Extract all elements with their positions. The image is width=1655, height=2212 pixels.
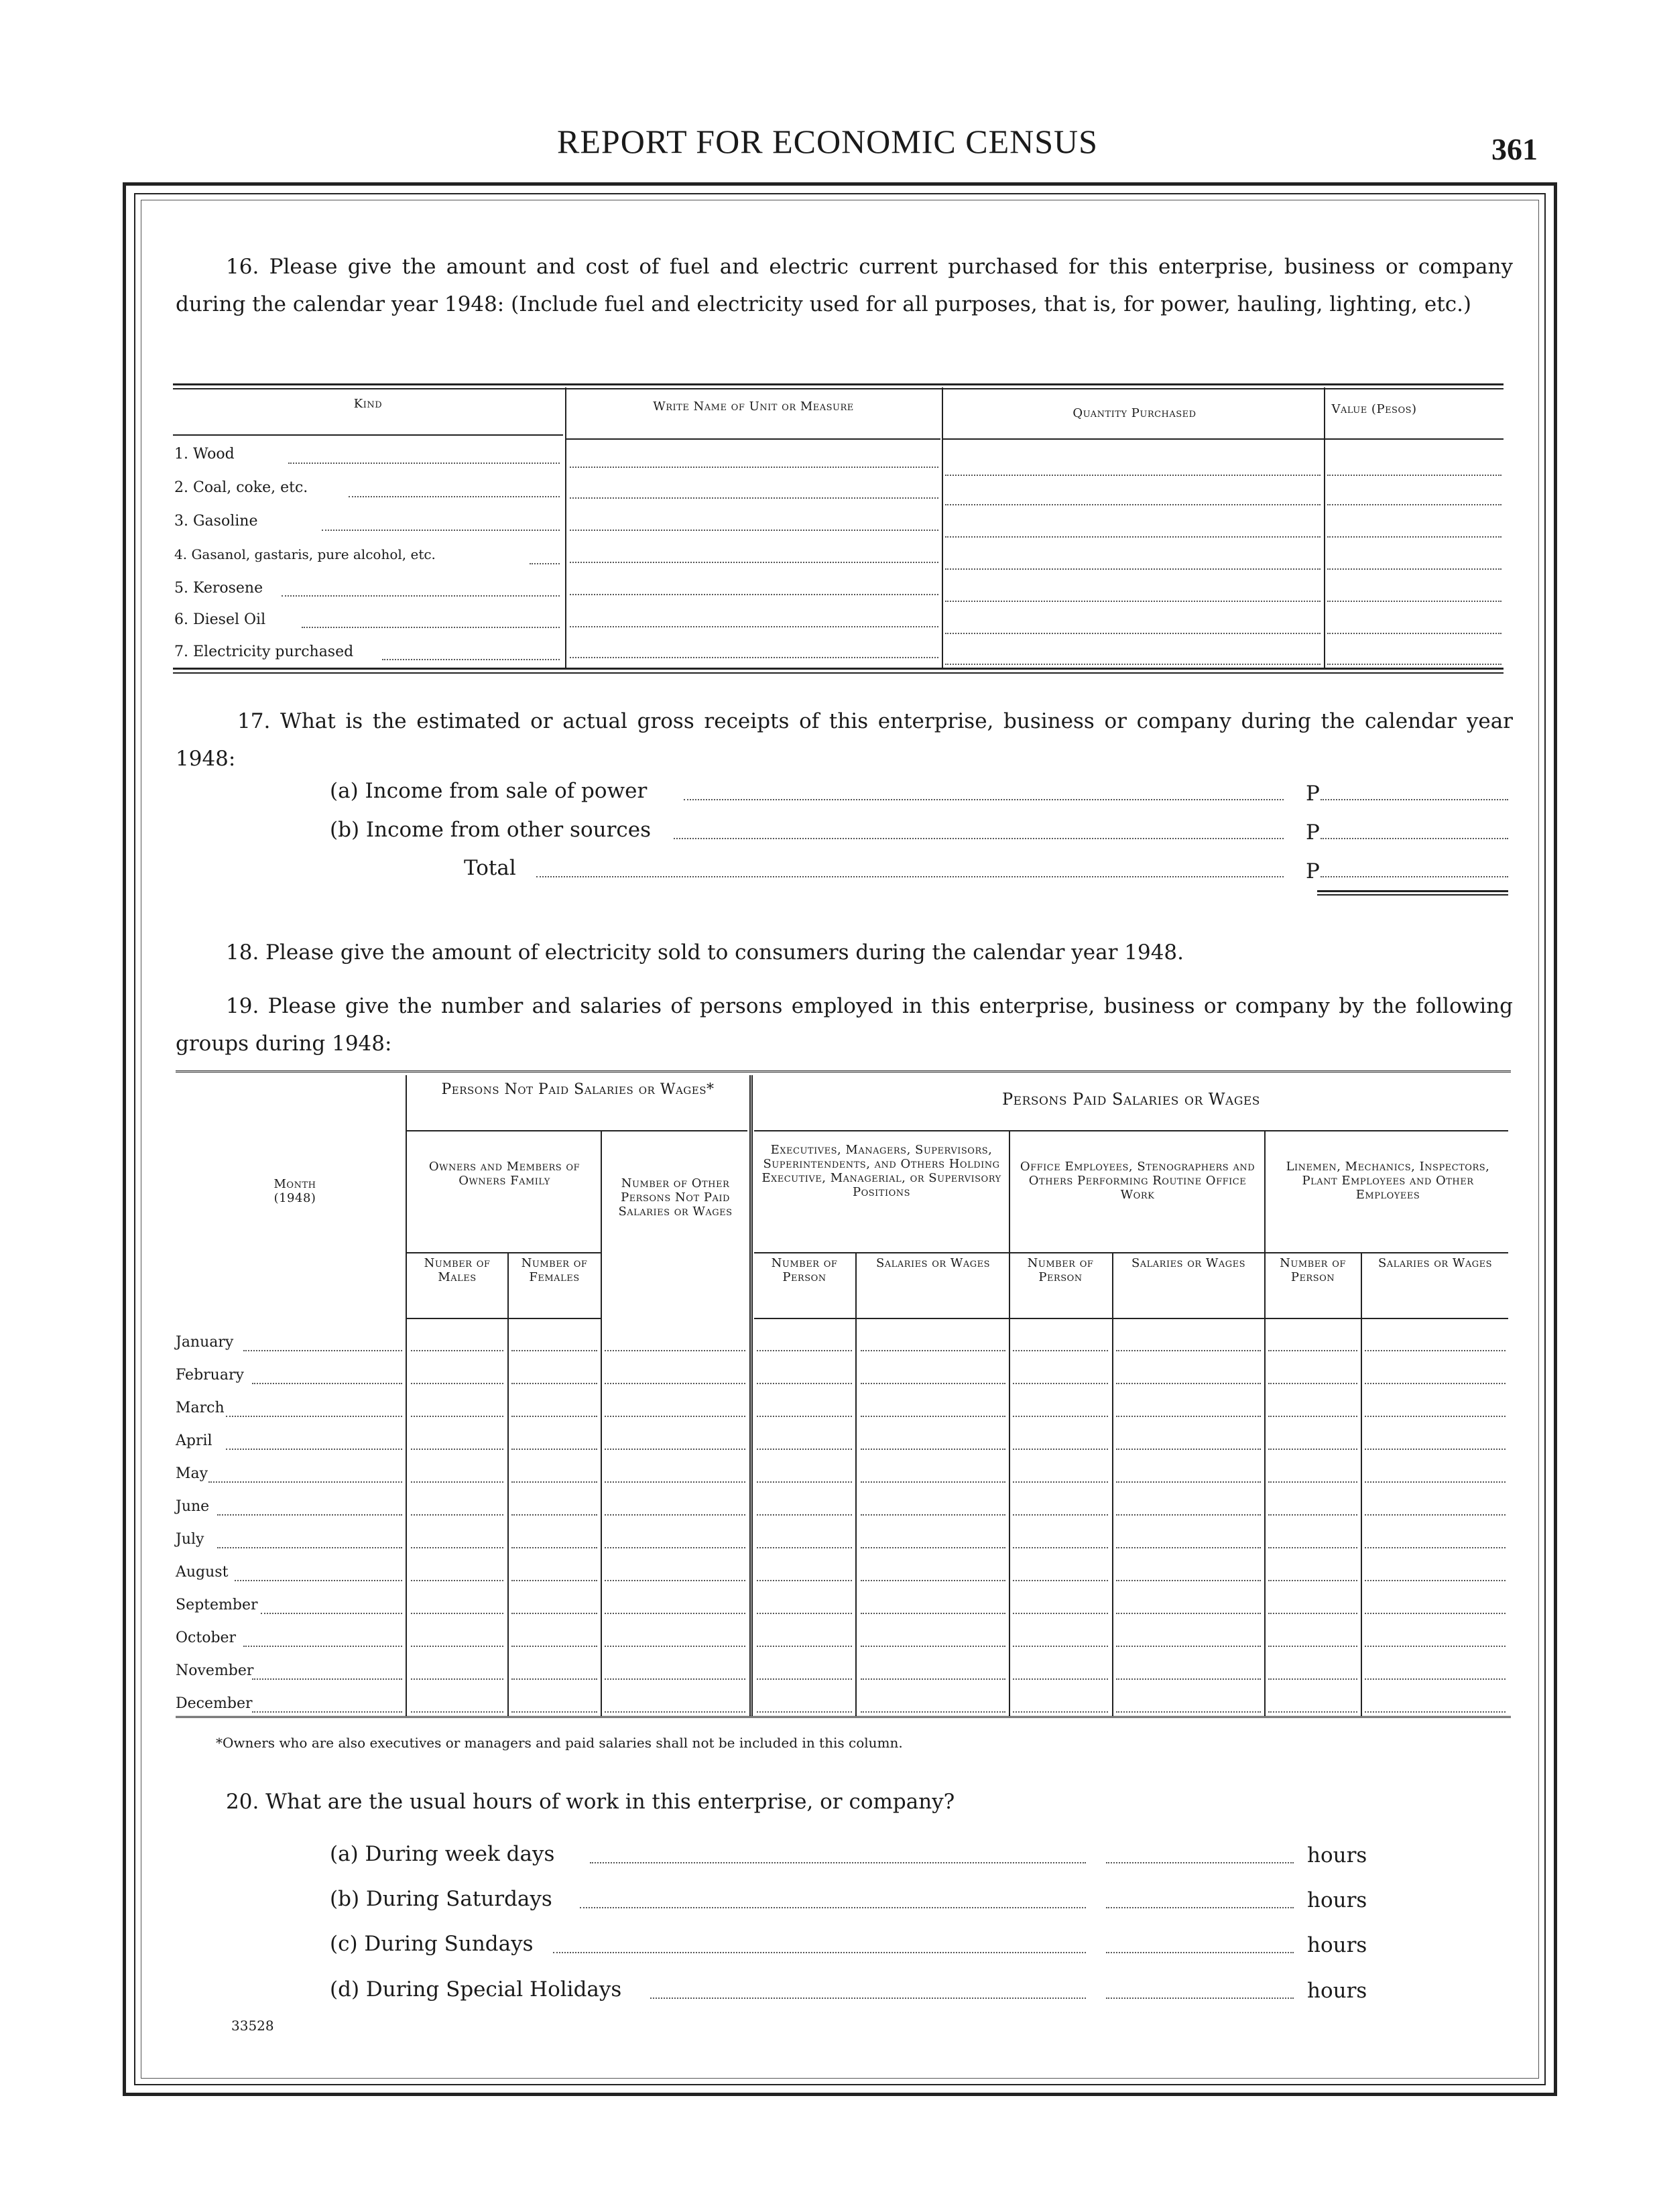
month-entry-field[interactable] [1116, 1711, 1261, 1713]
month-entry-field[interactable] [1365, 1514, 1506, 1516]
month-entry-field[interactable] [861, 1383, 1005, 1384]
month-entry-field[interactable] [861, 1350, 1005, 1351]
month-entry-field[interactable] [1268, 1580, 1357, 1581]
header-num-males: Number of Males [424, 1256, 491, 1284]
month-entry-field[interactable] [1365, 1678, 1506, 1680]
month-entry-field[interactable] [411, 1350, 503, 1351]
month-leader [243, 1646, 402, 1647]
month-entry-field[interactable] [1013, 1678, 1108, 1680]
month-leader [217, 1547, 402, 1548]
month-label: June [176, 1498, 210, 1515]
page-number: 361 [1491, 132, 1538, 166]
month-entry-field[interactable] [1365, 1350, 1506, 1351]
month-entry-field[interactable] [1365, 1547, 1506, 1548]
fuel-row-label: 2. Coal, coke, etc. [174, 479, 308, 496]
col-divider [1264, 1131, 1266, 1717]
month-label: August [176, 1564, 229, 1581]
month-entry-field[interactable] [511, 1678, 597, 1680]
fuel-row-label: 7. Electricity purchased [174, 643, 354, 660]
month-entry-field[interactable] [861, 1678, 1005, 1680]
header-rule [754, 1130, 1508, 1131]
header-office: Office Employees, Stenographers and Others Performing Routine Office Work [1020, 1160, 1255, 1202]
month-entry-field[interactable] [1116, 1547, 1261, 1548]
month-entry-field[interactable] [1268, 1514, 1357, 1516]
fuel-row-label: 6. Diesel Oil [174, 611, 266, 628]
header-kind: Kind [353, 397, 383, 411]
currency-p: P [1306, 820, 1320, 845]
month-entry-field[interactable] [1268, 1613, 1357, 1614]
month-entry-field[interactable] [1365, 1449, 1506, 1450]
month-label: October [176, 1630, 237, 1646]
income-sale-label: (a) Income from sale of power [330, 779, 648, 803]
month-entry-field[interactable] [757, 1547, 852, 1548]
month-leader [252, 1678, 402, 1680]
month-entry-field[interactable] [411, 1646, 503, 1647]
question-16-text: 16. Please give the amount and cost of fuel and electric current purchased for this enterprise, business or company during the calendar year 1948: (Include fuel and electricity used for all purposes, that is, for power, hauling, lighting, etc.) [176, 255, 1513, 316]
month-entry-field[interactable] [757, 1350, 852, 1351]
month-label: March [176, 1400, 225, 1416]
col-divider [855, 1253, 857, 1717]
month-entry-field[interactable] [1013, 1416, 1108, 1417]
table-bottom-rule [173, 668, 1504, 674]
month-entry-field[interactable] [861, 1481, 1005, 1483]
month-entry-field[interactable] [605, 1481, 745, 1483]
month-entry-field[interactable] [1116, 1678, 1261, 1680]
month-entry-field[interactable] [605, 1580, 745, 1581]
income-sale-field[interactable] [1321, 799, 1508, 800]
month-entry-field[interactable] [1013, 1449, 1108, 1450]
header-owners: Owners and Members of Owners Family [428, 1160, 580, 1188]
month-entry-field[interactable] [411, 1449, 503, 1450]
month-entry-field[interactable] [411, 1416, 503, 1417]
header-linemen: Linemen, Mechanics, Inspectors, Plant Employees and Other Employees [1286, 1160, 1490, 1202]
month-entry-field[interactable] [411, 1481, 503, 1483]
month-entry-field[interactable] [861, 1646, 1005, 1647]
page-title: REPORT FOR ECONOMIC CENSUS [557, 123, 1098, 160]
month-entry-field[interactable] [411, 1613, 503, 1614]
month-entry-field[interactable] [1013, 1547, 1108, 1548]
header-salaries: Salaries or Wages [875, 1256, 991, 1270]
month-entry-field[interactable] [1116, 1613, 1261, 1614]
header-executives: Executives, Managers, Supervisors, Superintendents, and Others Holding Executive, Managerial, or Supervisory Positions [761, 1143, 1001, 1199]
month-entry-field[interactable] [757, 1514, 852, 1516]
month-entry-field[interactable] [861, 1449, 1005, 1450]
header-num-females: Number of Females [521, 1256, 588, 1284]
month-entry-field[interactable] [605, 1711, 745, 1713]
month-entry-field[interactable] [511, 1613, 597, 1614]
fuel-row-label: 5. Kerosene [174, 580, 263, 597]
month-entry-field[interactable] [411, 1514, 503, 1516]
header-rule [754, 1252, 1508, 1253]
month-entry-field[interactable] [605, 1416, 745, 1417]
month-entry-field[interactable] [511, 1547, 597, 1548]
month-entry-field[interactable] [511, 1449, 597, 1450]
col-divider [1112, 1253, 1113, 1717]
month-entry-field[interactable] [861, 1547, 1005, 1548]
hours-sundays-field[interactable] [1106, 1952, 1294, 1953]
month-leader [226, 1449, 402, 1450]
month-entry-field[interactable] [1013, 1613, 1108, 1614]
hours-saturdays-field[interactable] [1106, 1907, 1294, 1908]
header-unit: Write Name of Unit or Measure [653, 400, 854, 414]
month-entry-field[interactable] [861, 1613, 1005, 1614]
header-paid: Persons Paid Salaries or Wages [1002, 1090, 1260, 1109]
month-entry-field[interactable] [757, 1416, 852, 1417]
hours-saturdays-leader [580, 1907, 1086, 1908]
income-other-label: (b) Income from other sources [330, 818, 652, 842]
question-17-text: 17. What is the estimated or actual gross receipts of this enterprise, business or company during the calendar year 1948: [176, 709, 1513, 771]
month-entry-field[interactable] [605, 1383, 745, 1384]
hours-sundays-label: (c) During Sundays [330, 1932, 534, 1956]
month-entry-field[interactable] [1268, 1646, 1357, 1647]
month-entry-field[interactable] [1365, 1711, 1506, 1713]
header-rule [1324, 438, 1504, 440]
col-divider [1009, 1131, 1010, 1717]
currency-p: P [1306, 859, 1320, 883]
month-entry-field[interactable] [1268, 1711, 1357, 1713]
month-entry-field[interactable] [757, 1613, 852, 1614]
col-divider [565, 387, 566, 668]
month-entry-field[interactable] [1268, 1416, 1357, 1417]
month-entry-field[interactable] [411, 1678, 503, 1680]
hours-unit: hours [1307, 1979, 1367, 2003]
header-value: Value (Pesos) [1331, 402, 1417, 416]
month-entry-field[interactable] [511, 1350, 597, 1351]
month-entry-field[interactable] [861, 1580, 1005, 1581]
month-entry-field[interactable] [1013, 1514, 1108, 1516]
col-divider [406, 1075, 407, 1717]
month-leader [261, 1613, 402, 1614]
header-rule [407, 1252, 601, 1253]
hours-unit: hours [1307, 1933, 1367, 1957]
month-label: July [176, 1531, 204, 1548]
month-entry-field[interactable] [511, 1711, 597, 1713]
month-entry-field[interactable] [1116, 1580, 1261, 1581]
month-entry-field[interactable] [1365, 1416, 1506, 1417]
hours-saturdays-label: (b) During Saturdays [330, 1887, 552, 1911]
month-entry-field[interactable] [757, 1678, 852, 1680]
month-entry-field[interactable] [757, 1449, 852, 1450]
col-divider [1361, 1253, 1362, 1717]
month-entry-field[interactable] [1365, 1646, 1506, 1647]
question-20-text: 20. What are the usual hours of work in this enterprise, or company? [226, 1790, 955, 1814]
month-entry-field[interactable] [1116, 1416, 1261, 1417]
header-other-not-paid: Number of Other Persons Not Paid Salaries or Wages [618, 1176, 733, 1219]
month-label: November [176, 1662, 254, 1679]
col-divider [1324, 387, 1325, 668]
header-num-person: Number of Person [1280, 1256, 1346, 1284]
hours-holidays-label: (d) During Special Holidays [330, 1977, 622, 2002]
month-entry-field[interactable] [511, 1383, 597, 1384]
month-entry-field[interactable] [1013, 1646, 1108, 1647]
month-entry-field[interactable] [757, 1383, 852, 1384]
month-entry-field[interactable] [757, 1711, 852, 1713]
employees-table-bottom [176, 1716, 1511, 1720]
employees-table-top [176, 1070, 1511, 1074]
month-entry-field[interactable] [1365, 1383, 1506, 1384]
fuel-row-label: 1. Wood [174, 446, 235, 463]
month-entry-field[interactable] [1013, 1350, 1108, 1351]
month-entry-field[interactable] [1365, 1481, 1506, 1483]
fuel-row-label: 4. Gasanol, gastaris, pure alcohol, etc. [174, 546, 436, 562]
month-entry-field[interactable] [1268, 1481, 1357, 1483]
month-label: April [176, 1432, 212, 1449]
table-top-rule [173, 383, 1504, 389]
income-other-field[interactable] [1321, 838, 1508, 839]
header-salaries: Salaries or Wages [1377, 1256, 1493, 1270]
month-entry-field[interactable] [1013, 1711, 1108, 1713]
month-entry-field[interactable] [757, 1646, 852, 1647]
header-num-person: Number of Person [771, 1256, 838, 1284]
month-entry-field[interactable] [1365, 1613, 1506, 1614]
month-entry-field[interactable] [605, 1350, 745, 1351]
income-sale-leader [684, 799, 1284, 800]
month-leader [217, 1514, 402, 1516]
header-rule [942, 438, 1324, 440]
header-num-person: Number of Person [1027, 1256, 1094, 1284]
month-leader [235, 1580, 402, 1581]
month-leader [226, 1416, 402, 1417]
hours-unit: hours [1307, 1843, 1367, 1867]
month-entry-field[interactable] [605, 1613, 745, 1614]
month-entry-field[interactable] [757, 1481, 852, 1483]
month-entry-field[interactable] [757, 1580, 852, 1581]
month-leader [252, 1711, 402, 1713]
month-entry-field[interactable] [1013, 1481, 1108, 1483]
hours-sundays-leader [553, 1952, 1086, 1953]
month-leader [208, 1481, 402, 1483]
hours-holidays-field[interactable] [1106, 1998, 1294, 1999]
month-entry-field[interactable] [511, 1481, 597, 1483]
month-label: May [176, 1465, 208, 1482]
header-rule [565, 438, 940, 440]
month-entry-field[interactable] [511, 1514, 597, 1516]
question-19-text: 19. Please give the number and salaries of persons employed in this enterprise, business or company by the following groups during 1948: [176, 994, 1513, 1056]
month-entry-field[interactable] [511, 1646, 597, 1647]
fuel-row-label: 3. Gasoline [174, 513, 258, 530]
header-month: Month (1948) [273, 1177, 316, 1205]
col-divider [601, 1131, 602, 1717]
month-label: December [176, 1695, 253, 1712]
month-leader [243, 1350, 402, 1351]
currency-p: P [1306, 782, 1320, 806]
month-label: February [176, 1367, 244, 1384]
month-entry-field[interactable] [511, 1580, 597, 1581]
month-entry-field[interactable] [605, 1646, 745, 1647]
month-entry-field[interactable] [1268, 1678, 1357, 1680]
month-entry-field[interactable] [861, 1416, 1005, 1417]
total-leader [536, 876, 1284, 877]
income-other-leader [674, 838, 1284, 839]
total-field[interactable] [1321, 876, 1508, 877]
month-entry-field[interactable] [605, 1678, 745, 1680]
hours-holidays-leader [650, 1998, 1086, 1999]
month-leader [252, 1383, 402, 1384]
header-rule [407, 1318, 601, 1319]
month-entry-field[interactable] [1013, 1580, 1108, 1581]
hours-weekdays-field[interactable] [1106, 1862, 1294, 1863]
month-entry-field[interactable] [605, 1547, 745, 1548]
month-label: January [176, 1334, 234, 1351]
total-label: Total [464, 856, 516, 880]
month-entry-field[interactable] [605, 1449, 745, 1450]
month-entry-field[interactable] [411, 1383, 503, 1384]
month-entry-field[interactable] [1116, 1514, 1261, 1516]
hours-weekdays-label: (a) During week days [330, 1842, 555, 1866]
hours-unit: hours [1307, 1888, 1367, 1912]
month-label: September [176, 1597, 258, 1613]
col-divider-double [749, 1075, 753, 1717]
header-rule [407, 1130, 747, 1131]
month-entry-field[interactable] [861, 1514, 1005, 1516]
month-entry-field[interactable] [1116, 1646, 1261, 1647]
header-quantity: Quantity Purchased [1072, 406, 1197, 420]
month-entry-field[interactable] [1268, 1547, 1357, 1548]
total-double-rule [1317, 890, 1508, 896]
header-not-paid: Persons Not Paid Salaries or Wages* [441, 1081, 715, 1098]
month-entry-field[interactable] [1365, 1580, 1506, 1581]
month-entry-field[interactable] [511, 1416, 597, 1417]
form-code: 33528 [231, 2018, 274, 2034]
col-divider [507, 1253, 509, 1717]
header-rule [754, 1318, 1508, 1319]
month-entry-field[interactable] [1268, 1449, 1357, 1450]
month-entry-field[interactable] [861, 1711, 1005, 1713]
month-entry-field[interactable] [1268, 1383, 1357, 1384]
month-entry-field[interactable] [1116, 1481, 1261, 1483]
month-entry-field[interactable] [411, 1711, 503, 1713]
month-entry-field[interactable] [1116, 1383, 1261, 1384]
month-entry-field[interactable] [411, 1547, 503, 1548]
header-salaries: Salaries or Wages [1131, 1256, 1246, 1270]
month-entry-field[interactable] [411, 1580, 503, 1581]
month-entry-field[interactable] [1116, 1350, 1261, 1351]
hours-weekdays-leader [590, 1862, 1086, 1863]
month-entry-field[interactable] [1116, 1449, 1261, 1450]
month-entry-field[interactable] [1268, 1350, 1357, 1351]
col-divider [942, 387, 943, 668]
header-rule [173, 434, 563, 436]
month-entry-field[interactable] [605, 1514, 745, 1516]
question-18-text: 18. Please give the amount of electricity sold to consumers during the calendar year 1948. [226, 940, 1184, 965]
footnote: *Owners who are also executives or managers and paid salaries shall not be included in this column. [216, 1735, 903, 1751]
month-entry-field[interactable] [1013, 1383, 1108, 1384]
